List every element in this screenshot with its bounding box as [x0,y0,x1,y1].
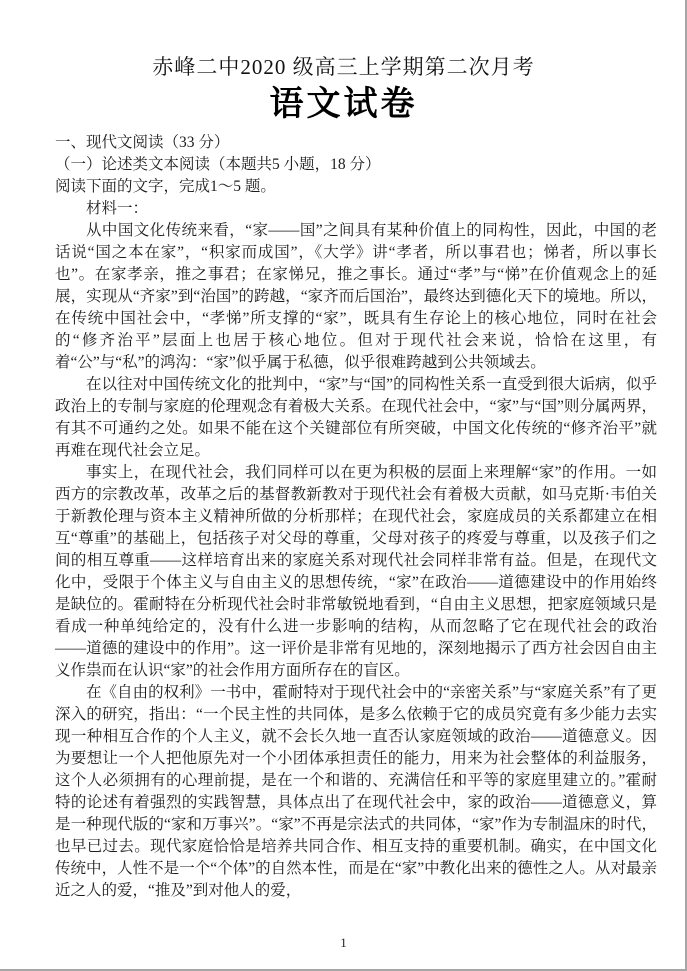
material-one-label: 材料一： [86,200,149,217]
paper-header [0,0,687,124]
material-paragraph-3: 事实上，在现代社会，我们同样可以在更为积极的层面上来理解“家”的作用。一如西方的宗教改革，改革之后的基督教新教对于现代社会有着极大贡献，如马克斯·韦伯关于新教伦理与资本主义精神所做的分析那样；在现代社会，家庭成员的关系都建立在相互“尊重”的基础上，包括孩子对父母的尊重，父母对孩子的疼爱与尊重，以及孩子们之间的相互尊重——这样培育出来的家庭关系对现代社会同样非常有益。但是，在现代文化中，受限于个体主义与自由主义的思想传统，“家”在政治——道德建设中的作用始终是缺位的。霍耐特在分析现代社会时非常敏锐地看到，“自由主义思想，把家庭领域只是看成一种单纯给定的，没有什么进一步影响的结构，从而忽略了它在现代社会的政治——道德的建设中的作用”。这一评价是非常有见地的，深刻地揭示了西方社会因自由主义作祟而在认识“家”的社会作用方面所存在的盲区。 [55,464,657,679]
page-number: 1 [340,935,347,950]
exam-session-title: 赤峰二中2020 级高三上学期第二次月考 [152,55,535,79]
material-paragraph-2: 在以往对中国传统文化的批判中，“家”与“国”的同构性关系一直受到很大诟病，似乎政治上的专制与家庭的伦理观念有着极大关系。在现代社会中，“家”与“国”则分属两界，有其不可通约之处。如果不能在这个关键部位有所突破，中国文化传统的“修齐治平”就再难在现代社会立足。 [55,376,657,459]
subsection-heading: （一）论述类文本阅读（本题共5 小题，18 分） [55,156,381,173]
material-paragraph-4: 在《自由的权利》一书中，霍耐特对于现代社会中的“亲密关系”与“家庭关系”有了更深入的研究，指出：“一个民主性的共同体，是多么依赖于它的成员究竟有多少能力去实现一种相互合作的个人主义，就不会长久地一直否认家庭领域的政治——道德意义。因为要想让一个人把他原先对一个小团体承担责任的能力，用来为社会整体的利益服务，这个人必须拥有的心理前提，是在一个和谐的、充满信任和平等的家庭里建立的。”霍耐特的论述有着强烈的实践智慧，具体点出了在现代社会中，家的政治——道德意义，算是一种现代版的“家和万事兴”。“家”不再是宗法式的共同体，“家”作为专制温床的时代，也早已过去。现代家庭恰恰是培养共同合作、相互支持的重要机制。确实，在中国文化传统中，人性不是一个“个体”的自然本性，而是在“家”中教化出来的德性之人。从对最亲近之人的爱，“推及”到对他人的爱， [55,684,657,899]
paper-title: 语文试卷 [269,85,418,123]
material-paragraph-1: 从中国文化传统来看，“家——国”之间具有某种价值上的同构性，因此，中国的老话说“国之本在家”，“积家而成国”，《大学》讲“孝者，所以事君也；悌者，所以事长也”。在家孝亲，推之事君；在家悌兄，推之事长。通过“孝”与“悌”在价值观念上的延展，实现从“齐家”到“治国”的跨越，“家齐而后国治”，最终达到德化天下的境地。所以，在传统中国社会中，“孝悌”所支撑的“家”，既具有生存论上的核心地位，同时在社会的“修齐治平”层面上也居于核心地位。但对于现代社会来说，恰恰在这里，有着“公”与“私”的鸿沟：“家”似乎属于私德，似乎很难跨越到公共领域去。 [55,222,657,371]
paper-body [55,132,657,902]
reading-instruction: 阅读下面的文字，完成1～5 题。 [55,178,276,195]
section-heading: 一、现代文阅读（33 分） [55,134,230,151]
